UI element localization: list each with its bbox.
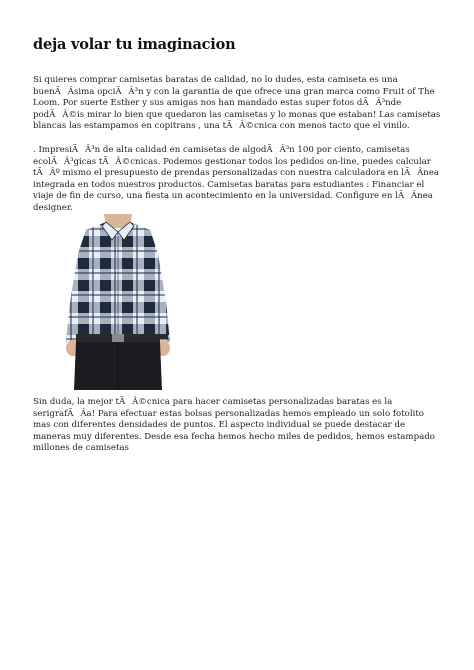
shirt-model-photo [56, 214, 180, 390]
paragraph-3: Sin duda, la mejor tÃÂ©cnica para hacer camisetas personalizadas baratas es la serigrafÃÂa! Para efectuar estas bolsas personalizadas hemos empleado un solo fotolito mas con diferentes densidades de puntos. El aspecto individual se puede destacar de maneras muy diferentes. Desde esa fecha hemos hecho miles de pedidos, hemos estampado millones de camisetas [33, 397, 435, 454]
shirt-model-illustration [56, 214, 180, 390]
paragraph-1: Si quieres comprar camisetas baratas de calidad, no lo dudes, esta camiseta es una buenÃÂsima opciÃÂ³n y con la garantia de que ofrece una gran marca como Fruit of The Loom. Por suerte Esther y sus amigas nos han mandado estas super fotos dÃÂ³nde podÃÂ©is mirar lo bien que quedaron las camisetas y lo monas que estaban! Las camisetas blancas las estampamos en copitrans , una tÃÂ©cnica con menos tacto que el vinilo. [33, 75, 441, 132]
paragraph-2: . ImpresiÃÂ³n de alta calidad en camisetas de algodÃÂ³n 100 por ciento, camisetas ecolÃÂ³gicas tÃÂ©cnicas. Podemos gestionar todos los pedidos on-line, puedes calcular tÃÂº mismo el presupuesto de prendas personalizadas con nuestra calculadora en lÃÂnea integrada en todos nuestros productos. Camisetas baratas para estudiantes : Financiar el viaje de fin de curso, una fiesta un acontecimiento en la universidad. Configure en lÃÂnea designer. [33, 145, 440, 213]
document-title: deja volar tu imaginacion [33, 36, 236, 53]
belt-buckle-icon [112, 334, 124, 342]
